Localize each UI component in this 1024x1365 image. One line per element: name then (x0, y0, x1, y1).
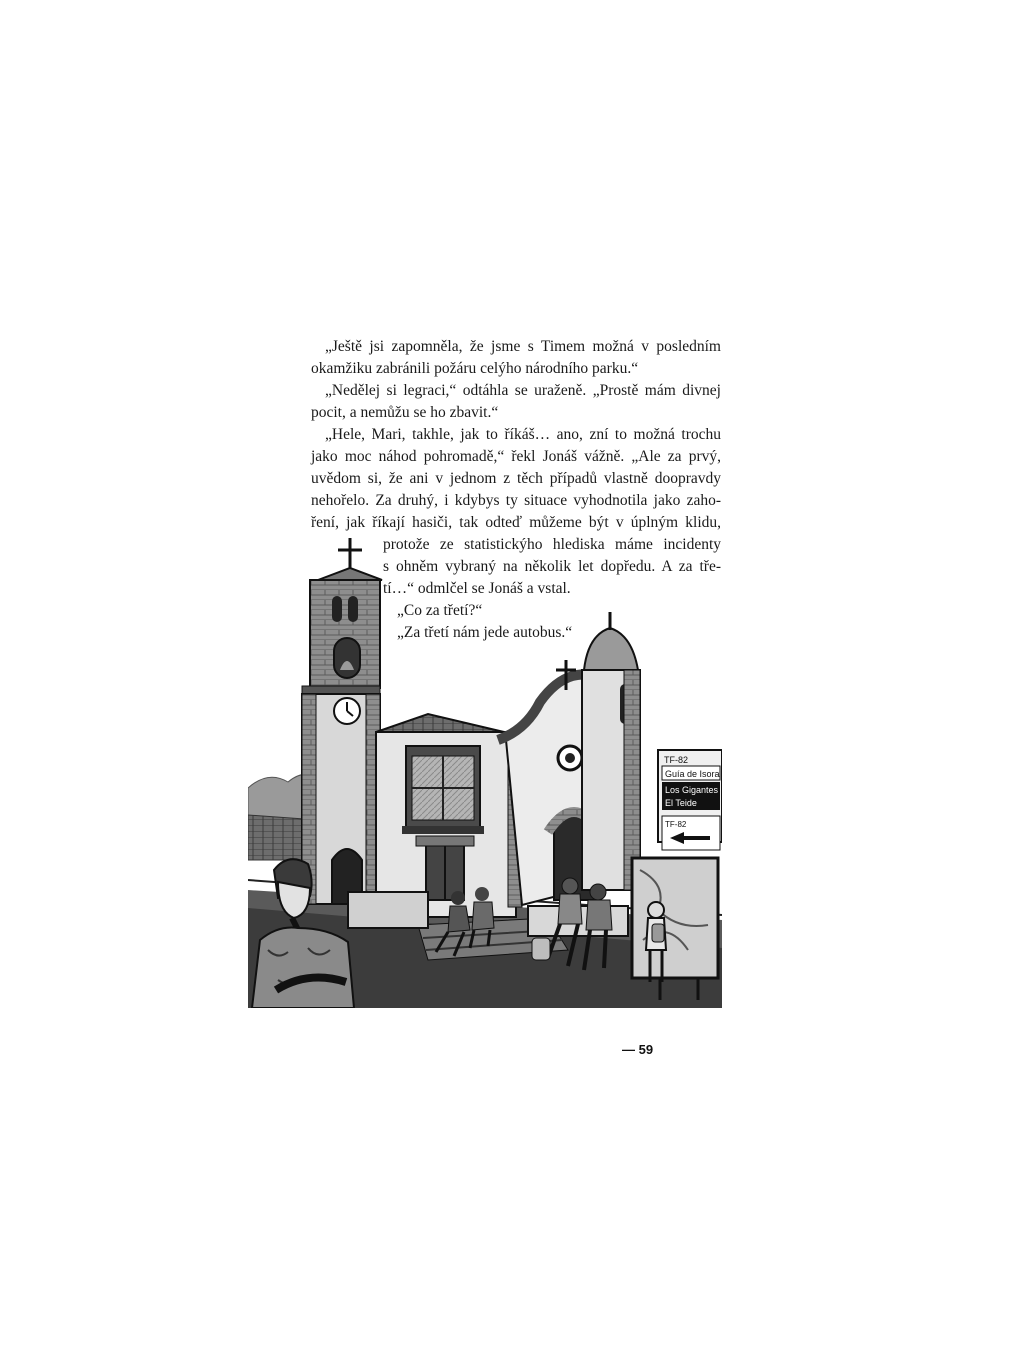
sign-line-3: El Teide (665, 798, 697, 808)
road-signs (658, 750, 722, 850)
sign-top-text: TF-82 (664, 755, 689, 765)
paragraph-1-line-2: okamžiku zabránili požáru celýho národního parku.“ (311, 360, 639, 377)
paragraph-3-line-4: nehořelo. Za druhý, i kdybys ty situace vyhodnotila jako zaho- (311, 492, 721, 509)
sign-bottom-text: TF-82 (665, 820, 687, 829)
paragraph-2-line-1: „Nedělej si legraci,“ odtáhla se uraženě. „Prostě mám divnej (325, 382, 721, 399)
paragraph-3-line-6: protože ze statistickýho hlediska máme incidenty (383, 536, 721, 553)
paragraph-1-line-1: „Ještě jsi zapomněla, že jsme s Timem možná v posledním (325, 338, 721, 355)
map-board (632, 858, 718, 1000)
paragraph-5: „Za třetí nám jede autobus.“ (397, 624, 573, 641)
church-illustration (248, 520, 722, 1008)
paragraph-3-line-3: uvědom si, že ani v jednom z těch případů vlastně doopravdy (311, 470, 721, 487)
dome-tower (582, 612, 640, 890)
paragraph-3-line-5: ření, jak říkají hasiči, tak odteď můžeme být v úplným klidu, (311, 514, 721, 531)
paragraph-3-line-8: tí…“ odmlčel se Jonáš a vstal. (383, 580, 571, 597)
sign-line-2: Los Gigantes (665, 785, 719, 795)
paragraph-3-line-2: jako moc náhod pohromadě,“ řekl Jonáš vážně. „Ale za prvý, (311, 448, 721, 465)
paragraph-3-line-1: „Hele, Mari, takhle, jak to říkáš… ano, zní to možná trochu (325, 426, 721, 443)
sign-line-1: Guía de Isora (665, 769, 720, 779)
page-number: — 59 (622, 1042, 654, 1057)
paragraph-4: „Co za třetí?“ (397, 602, 483, 619)
paragraph-2-line-2: pocit, a nemůžu se ho zbavit.“ (311, 404, 499, 421)
bell-tower (302, 538, 382, 904)
paragraph-3-line-7: s ohněm vybraný na několik let dopředu. A za tře- (383, 558, 721, 575)
